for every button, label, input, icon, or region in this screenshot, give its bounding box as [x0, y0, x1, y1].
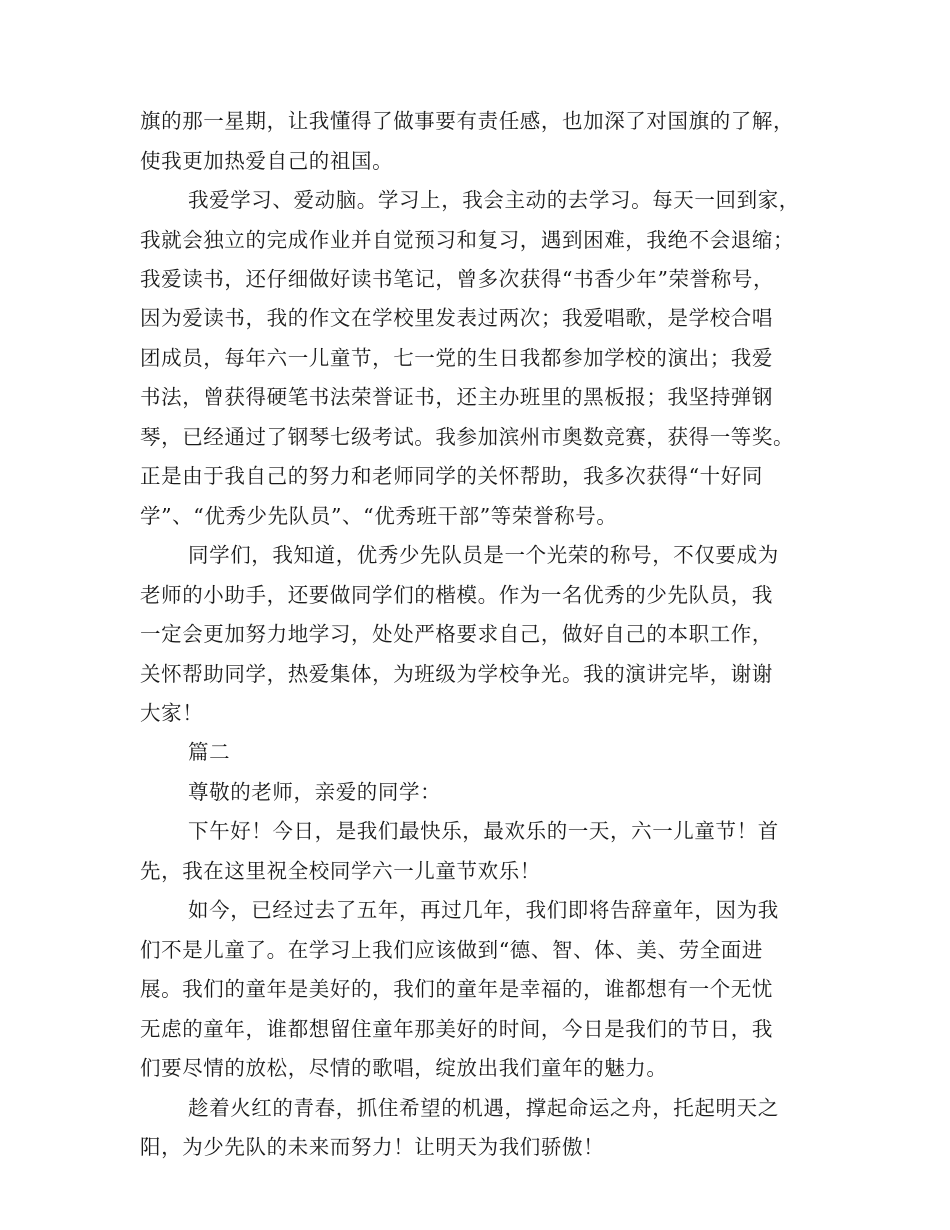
salutation: 尊敬的老师，亲爱的同学： [188, 780, 442, 804]
text-line: 琴，已经通过了钢琴七级考试。我参加滨州市奥数竞赛，获得一等奖。 [140, 425, 795, 449]
text-line: 无虑的童年，谁都想留住童年那美好的时间，今日是我们的节日，我 [140, 1017, 773, 1041]
text-line: 因为爱读书，我的作文在学校里发表过两次；我爱唱歌，是学校合唱 [140, 306, 773, 330]
text-line: 团成员，每年六一儿童节，七一党的生日我都参加学校的演出；我爱 [140, 346, 773, 370]
paragraph-start-line: 我爱学习、爱动脑。学习上，我会主动的去学习。每天一回到家， [188, 188, 800, 212]
text-line: 一定会更加努力地学习，处处严格要求自己，做好自己的本职工作， [140, 622, 773, 646]
paragraph-start-line: 趁着火红的青春，抓住希望的机遇，撑起命运之舟，托起明天之 [188, 1096, 779, 1120]
text-line: 旗的那一星期，让我懂得了做事要有责任感，也加深了对国旗的了解， [140, 109, 795, 133]
text-line: 正是由于我自己的努力和老师同学的关怀帮助，我多次获得“十好同 [140, 464, 763, 488]
text-line: 阳，为少先队的未来而努力！让明天为我们骄傲！ [140, 1135, 605, 1159]
paragraph-start-line: 下午好！今日，是我们最快乐，最欢乐的一天，六一儿童节！首 [188, 819, 779, 843]
text-line: 书法，曾获得硬笔书法荣誉证书，还主办班里的黑板报；我坚持弹钢 [140, 385, 773, 409]
paragraph-start-line: 如今，已经过去了五年，再过几年，我们即将告辞童年，因为我 [188, 898, 779, 922]
text-line: 老师的小助手，还要做同学们的楷模。作为一名优秀的少先队员，我 [140, 583, 773, 607]
text-line: 我就会独立的完成作业并自觉预习和复习，遇到困难，我绝不会退缩； [140, 228, 795, 252]
text-line: 先，我在这里祝全校同学六一儿童节欢乐！ [140, 859, 541, 883]
text-line: 展。我们的童年是美好的，我们的童年是幸福的，谁都想有一个无忧 [140, 977, 773, 1001]
text-line: 关怀帮助同学，热爱集体，为班级为学校争光。我的演讲完毕，谢谢 [140, 662, 773, 686]
text-line: 们不是儿童了。在学习上我们应该做到“德、智、体、美、劳全面进 [140, 938, 763, 962]
text-line: 学”、“优秀少先队员”、“优秀班干部”等荣誉称号。 [140, 504, 618, 528]
paragraph-start-line: 同学们，我知道，优秀少先队员是一个光荣的称号，不仅要成为 [188, 543, 779, 567]
text-line: 们要尽情的放松，尽情的歌唱，绽放出我们童年的魅力。 [140, 1056, 668, 1080]
text-line: 大家！ [140, 701, 204, 725]
text-line: 使我更加热爱自己的祖国。 [140, 149, 394, 173]
text-line: 我爱读书，还仔细做好读书笔记，曾多次获得“书香少年”荣誉称号， [140, 267, 775, 291]
section-heading: 篇二 [188, 740, 231, 764]
